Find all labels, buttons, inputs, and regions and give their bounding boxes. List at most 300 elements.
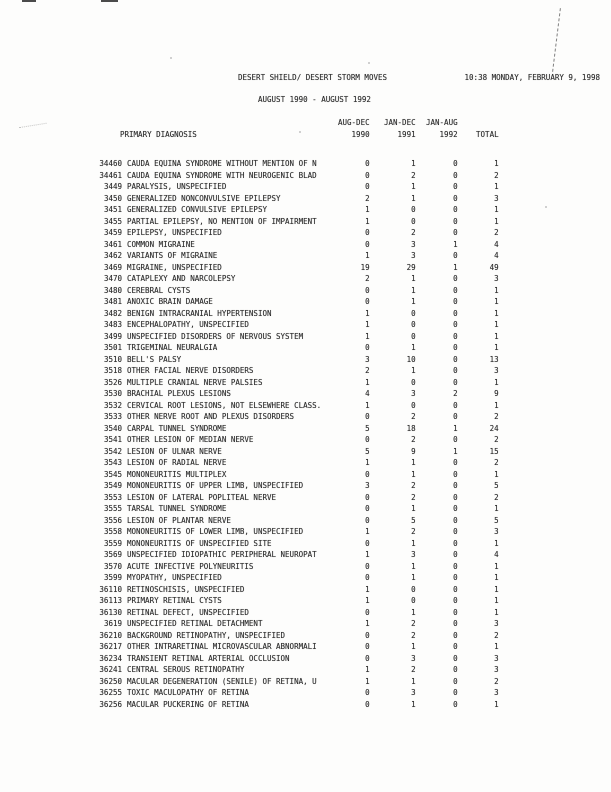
count-1991: 1 [411, 538, 416, 548]
count-1990: 0 [365, 504, 370, 513]
count-1990: 0 [365, 538, 370, 548]
table-row [96, 388, 499, 400]
diagnosis-code: 3499 [103, 331, 122, 341]
count-1991: 2 [411, 170, 416, 180]
count-1992: 2 [453, 389, 458, 398]
diagnosis-name: LESION OF LATERAL POPLITEAL NERVE [127, 492, 277, 502]
count-total: 1 [494, 159, 499, 168]
table-row [96, 170, 499, 182]
count-1992: 0 [453, 527, 458, 536]
count-1992: 0 [453, 504, 458, 513]
count-1992: 0 [453, 630, 458, 640]
table-row [96, 434, 499, 446]
diagnosis-name: PRIMARY RETINAL CYSTS [127, 596, 222, 605]
count-1992: 0 [453, 688, 458, 697]
table-row [96, 630, 499, 642]
count-total: 1 [494, 308, 499, 318]
count-total: 2 [494, 458, 499, 467]
diagnosis-code: 3449 [103, 182, 122, 191]
header-row-period [96, 117, 499, 129]
count-1992: 0 [453, 331, 458, 341]
count-1990: 0 [365, 412, 370, 421]
count-total: 1 [494, 331, 499, 341]
diagnosis-name: OTHER LESION OF MEDIAN NERVE [127, 435, 254, 444]
count-total: 1 [494, 297, 499, 306]
table-row [96, 331, 499, 343]
count-1991: 1 [411, 561, 416, 571]
scan-artifact-scratch [552, 8, 561, 72]
count-total: 1 [494, 699, 499, 709]
count-1992: 0 [453, 596, 458, 605]
table-row [96, 193, 499, 205]
table-row [96, 641, 499, 653]
header-spacer-row [96, 141, 499, 158]
count-1992: 0 [453, 216, 458, 226]
diagnosis-code: 36113 [99, 596, 122, 605]
count-total: 1 [494, 561, 499, 571]
column-header-total-spacer [458, 117, 499, 129]
diagnosis-name: MACULAR PUCKERING OF RETINA [127, 699, 249, 709]
count-1992: 0 [453, 515, 458, 525]
count-1992: 0 [453, 400, 458, 410]
count-1990: 1 [365, 665, 370, 674]
diagnosis-code: 3533 [103, 412, 122, 421]
table-row [96, 469, 499, 481]
count-1991: 5 [411, 515, 416, 525]
count-total: 5 [494, 515, 499, 525]
diagnosis-name: TOXIC MACULOPATHY OF RETINA [127, 688, 249, 697]
report-date-range: AUGUST 1990 - AUGUST 1992 [258, 95, 371, 104]
count-1991: 2 [411, 228, 416, 237]
count-1992: 0 [453, 481, 458, 490]
count-1990: 19 [360, 262, 370, 272]
diagnosis-name: BACKGROUND RETINOPATHY, UNSPECIFIED [127, 630, 286, 640]
diagnosis-name: OTHER FACIAL NERVE DISORDERS [127, 366, 254, 375]
count-1992: 0 [453, 607, 458, 617]
diagnosis-name: MACULAR DEGENERATION (SENILE) OF RETINA, U [127, 676, 317, 686]
column-header-1992: 1992 [439, 130, 458, 139]
diagnosis-name: MONONEURITIS OF LOWER LIMB, UNSPECIFIED [127, 527, 304, 536]
diagnosis-name: EPILEPSY, UNSPECIFIED [127, 228, 222, 237]
diagnosis-code: 36256 [99, 699, 122, 709]
count-1990: 2 [365, 366, 370, 375]
count-1991: 3 [411, 688, 416, 697]
count-1991: 1 [411, 274, 416, 283]
diagnosis-code: 36255 [99, 688, 122, 697]
count-1990: 5 [365, 446, 370, 456]
diagnosis-code: 36250 [99, 676, 122, 686]
count-total: 1 [494, 343, 499, 352]
count-1991: 1 [411, 504, 416, 513]
count-total: 4 [494, 550, 499, 559]
count-1992: 0 [453, 699, 458, 709]
diagnosis-code: 3569 [103, 550, 122, 559]
count-1990: 1 [365, 400, 370, 410]
diagnosis-name: BRACHIAL PLEXUS LESIONS [127, 389, 231, 398]
diagnosis-code: 3482 [103, 308, 122, 318]
count-1991: 1 [411, 642, 416, 651]
table-row [96, 664, 499, 676]
count-1992: 0 [453, 308, 458, 318]
diagnosis-code: 3455 [103, 216, 122, 226]
count-1992: 0 [453, 561, 458, 571]
count-1990: 0 [365, 159, 370, 168]
diagnosis-name: RETINAL DEFECT, UNSPECIFIED [127, 607, 249, 617]
table-row [96, 492, 499, 504]
table-row [96, 676, 499, 688]
count-1992: 0 [453, 538, 458, 548]
count-total: 1 [494, 400, 499, 410]
count-1991: 1 [411, 573, 416, 582]
count-1992: 1 [453, 446, 458, 456]
count-1990: 0 [365, 239, 370, 249]
table-row [96, 204, 499, 216]
count-1992: 0 [453, 665, 458, 674]
diagnosis-name: CATAPLEXY AND NARCOLEPSY [127, 274, 236, 283]
count-total: 1 [494, 182, 499, 191]
scan-artifact-dot [170, 57, 172, 59]
table-row [96, 607, 499, 619]
count-1990: 2 [365, 274, 370, 283]
diagnosis-code: 3570 [103, 561, 122, 571]
count-total: 2 [494, 435, 499, 444]
count-1991: 0 [411, 308, 416, 318]
diagnosis-code: 36217 [99, 642, 122, 651]
diagnosis-table [96, 117, 499, 710]
table-row [96, 584, 499, 596]
count-total: 2 [494, 170, 499, 180]
diagnosis-code: 3540 [103, 423, 122, 433]
table-row [96, 538, 499, 550]
count-1991: 0 [411, 400, 416, 410]
diagnosis-name: ENCEPHALOPATHY, UNSPECIFIED [127, 320, 249, 329]
count-1990: 1 [365, 458, 370, 467]
count-1990: 1 [365, 251, 370, 260]
count-total: 3 [494, 619, 499, 628]
table-row [96, 503, 499, 515]
table-row [96, 285, 499, 297]
count-total: 1 [494, 469, 499, 479]
count-1991: 1 [411, 458, 416, 467]
table-row [96, 308, 499, 320]
count-1990: 0 [365, 515, 370, 525]
diagnosis-name: CAUDA EQUINA SYNDROME WITH NEUROGENIC BLAD [127, 170, 317, 180]
table-row [96, 699, 499, 711]
count-1990: 0 [365, 699, 370, 709]
count-total: 5 [494, 481, 499, 490]
diagnosis-name: TRANSIENT RETINAL ARTERIAL OCCLUSION [127, 653, 290, 663]
table-row [96, 227, 499, 239]
table-row [96, 618, 499, 630]
diagnosis-name: UNSPECIFIED IDIOPATHIC PERIPHERAL NEUROPAT [127, 550, 317, 559]
count-1992: 1 [453, 423, 458, 433]
count-1990: 3 [365, 354, 370, 364]
diagnosis-code: 3459 [103, 228, 122, 237]
diagnosis-code: 3501 [103, 343, 122, 352]
count-1992: 0 [453, 228, 458, 237]
table-row [96, 181, 499, 193]
count-1992: 0 [453, 343, 458, 352]
count-total: 1 [494, 285, 499, 295]
count-1991: 1 [411, 343, 416, 352]
count-total: 1 [494, 320, 499, 329]
count-1991: 1 [411, 699, 416, 709]
diagnosis-code: 3483 [103, 320, 122, 329]
diagnosis-code: 3462 [103, 251, 122, 260]
diagnosis-code: 36234 [99, 653, 122, 663]
count-1990: 0 [365, 607, 370, 617]
count-1991: 3 [411, 239, 416, 249]
diagnosis-code: 34461 [99, 170, 122, 180]
count-1990: 0 [365, 688, 370, 697]
diagnosis-code: 3451 [103, 205, 122, 214]
diagnosis-code: 3530 [103, 389, 122, 398]
diagnosis-name: TARSAL TUNNEL SYNDROME [127, 504, 227, 513]
diagnosis-name: MONONEURITIS OF UNSPECIFIED SITE [127, 538, 272, 548]
table-row [96, 561, 499, 573]
table-row [96, 354, 499, 366]
column-header-aug-dec: AUG-DEC [338, 118, 370, 127]
count-1992: 0 [453, 297, 458, 306]
count-1990: 0 [365, 435, 370, 444]
count-total: 2 [494, 676, 499, 686]
table-row [96, 515, 499, 527]
diagnosis-code: 3558 [103, 527, 122, 536]
count-1991: 3 [411, 653, 416, 663]
scan-artifact-dot [368, 62, 370, 64]
count-1991: 0 [411, 596, 416, 605]
table-row [96, 262, 499, 274]
count-total: 4 [494, 239, 499, 249]
count-1991: 0 [411, 377, 416, 387]
count-1992: 0 [453, 354, 458, 364]
count-1990: 2 [365, 193, 370, 203]
count-1992: 1 [453, 262, 458, 272]
count-1991: 2 [411, 435, 416, 444]
count-1990: 1 [365, 619, 370, 628]
count-1992: 0 [453, 251, 458, 260]
count-total: 13 [489, 354, 499, 364]
count-1991: 2 [411, 492, 416, 502]
diagnosis-code: 3461 [103, 239, 122, 249]
diagnosis-name: CENTRAL SEROUS RETINOPATHY [127, 665, 245, 674]
count-1991: 1 [411, 676, 416, 686]
count-1990: 1 [365, 331, 370, 341]
diagnosis-name: PARTIAL EPILEPSY, NO MENTION OF IMPAIRMENT [127, 216, 317, 226]
diagnosis-code: 3559 [103, 538, 122, 548]
table-row [96, 296, 499, 308]
diagnosis-code: 36241 [99, 665, 122, 674]
count-1990: 5 [365, 423, 370, 433]
diagnosis-code: 3545 [103, 469, 122, 479]
diagnosis-code: 3599 [103, 573, 122, 582]
count-1992: 0 [453, 573, 458, 582]
count-1992: 0 [453, 366, 458, 375]
table-row [96, 653, 499, 665]
count-1990: 1 [365, 216, 370, 226]
table-row [96, 446, 499, 458]
count-1992: 0 [453, 458, 458, 467]
count-1991: 29 [406, 262, 416, 272]
diagnosis-code: 3556 [103, 515, 122, 525]
diagnosis-name: CERVICAL ROOT LESIONS, NOT ELSEWHERE CLASS. [127, 400, 322, 410]
count-1992: 0 [453, 653, 458, 663]
table-row [96, 480, 499, 492]
scan-artifact-top-dash-1 [22, 0, 36, 2]
count-1990: 1 [365, 205, 370, 214]
count-1991: 1 [411, 159, 416, 168]
count-1991: 0 [411, 216, 416, 226]
diagnosis-code: 3541 [103, 435, 122, 444]
diagnosis-name: ANOXIC BRAIN DAMAGE [127, 297, 213, 306]
count-1992: 0 [453, 619, 458, 628]
diagnosis-name: MYOPATHY, UNSPECIFIED [127, 573, 222, 582]
count-total: 3 [494, 527, 499, 536]
table-row [96, 273, 499, 285]
diagnosis-name: COMMON MIGRAINE [127, 239, 195, 249]
diagnosis-code: 3450 [103, 193, 122, 203]
diagnosis-table-header [96, 117, 499, 158]
count-total: 3 [494, 688, 499, 697]
count-1992: 1 [453, 239, 458, 249]
count-total: 1 [494, 216, 499, 226]
count-1992: 0 [453, 193, 458, 203]
diagnosis-code: 3542 [103, 446, 122, 456]
table-row [96, 342, 499, 354]
count-total: 1 [494, 596, 499, 605]
table-row [96, 526, 499, 538]
column-header-jan-aug: JAN-AUG [426, 118, 458, 127]
diagnosis-name: PARALYSIS, UNSPECIFIED [127, 182, 227, 191]
diagnosis-code: 3510 [103, 354, 122, 364]
table-row [96, 687, 499, 699]
count-total: 3 [494, 653, 499, 663]
count-1991: 9 [411, 446, 416, 456]
count-1991: 2 [411, 619, 416, 628]
diagnosis-table-body [96, 158, 499, 710]
count-1992: 0 [453, 469, 458, 479]
count-1990: 0 [365, 630, 370, 640]
count-total: 2 [494, 630, 499, 640]
count-total: 3 [494, 366, 499, 375]
count-1990: 0 [365, 573, 370, 582]
diagnosis-code: 36110 [99, 584, 122, 594]
column-header-1991: 1991 [397, 130, 416, 139]
count-total: 24 [489, 423, 499, 433]
diagnosis-code: 3481 [103, 297, 122, 306]
diagnosis-name: MIGRAINE, UNSPECIFIED [127, 262, 222, 272]
count-1990: 3 [365, 481, 370, 490]
column-header-jan-dec: JAN-DEC [384, 118, 416, 127]
diagnosis-name: LESION OF ULNAR NERVE [127, 446, 222, 456]
diagnosis-code: 3553 [103, 492, 122, 502]
count-total: 49 [489, 262, 499, 272]
count-1991: 1 [411, 366, 416, 375]
count-1991: 0 [411, 205, 416, 214]
count-total: 2 [494, 228, 499, 237]
diagnosis-code: 3543 [103, 458, 122, 467]
count-total: 4 [494, 251, 499, 260]
count-1991: 1 [411, 297, 416, 306]
count-1990: 1 [365, 377, 370, 387]
count-total: 1 [494, 504, 499, 513]
count-total: 1 [494, 607, 499, 617]
count-1990: 1 [365, 584, 370, 594]
diagnosis-name: CARPAL TUNNEL SYNDROME [127, 423, 227, 433]
diagnosis-name: LESION OF RADIAL NERVE [127, 458, 227, 467]
table-row [96, 457, 499, 469]
table-row [96, 549, 499, 561]
table-row [96, 572, 499, 584]
count-1992: 0 [453, 492, 458, 502]
count-1992: 0 [453, 377, 458, 387]
diagnosis-name: OTHER NERVE ROOT AND PLEXUS DISORDERS [127, 412, 295, 421]
count-1991: 10 [406, 354, 416, 364]
count-1992: 0 [453, 274, 458, 283]
diagnosis-name: BENIGN INTRACRANIAL HYPERTENSION [127, 308, 272, 318]
count-1990: 0 [365, 343, 370, 352]
diagnosis-name: UNSPECIFIED RETINAL DETACHMENT [127, 619, 263, 628]
diagnosis-name: CEREBRAL CYSTS [127, 285, 191, 295]
diagnosis-name: RETINOSCHISIS, UNSPECIFIED [127, 584, 245, 594]
count-1991: 2 [411, 665, 416, 674]
diagnosis-name: MONONEURITIS OF UPPER LIMB, UNSPECIFIED [127, 481, 304, 490]
count-1991: 1 [411, 469, 416, 479]
scan-artifact-top-dash-2 [101, 0, 118, 2]
count-1991: 1 [411, 182, 416, 191]
report-title: DESERT SHIELD/ DESERT STORM MOVES [238, 73, 388, 82]
count-total: 1 [494, 642, 499, 651]
count-1990: 0 [365, 492, 370, 502]
diagnosis-code: 3555 [103, 504, 122, 513]
count-total: 15 [489, 446, 499, 456]
count-1991: 3 [411, 550, 416, 559]
count-1992: 0 [453, 285, 458, 295]
count-1991: 2 [411, 527, 416, 536]
count-1991: 2 [411, 630, 416, 640]
count-1990: 1 [365, 550, 370, 559]
count-1990: 0 [365, 297, 370, 306]
count-1990: 0 [365, 469, 370, 479]
table-row [96, 319, 499, 331]
diagnosis-name: ACUTE INFECTIVE POLYNEURITIS [127, 561, 254, 571]
diagnosis-code: 3480 [103, 285, 122, 295]
count-1990: 1 [365, 308, 370, 318]
count-1992: 0 [453, 435, 458, 444]
count-1992: 0 [453, 584, 458, 594]
column-header-primary-diagnosis: PRIMARY DIAGNOSIS [120, 130, 197, 139]
diagnosis-code: 3470 [103, 274, 122, 283]
count-1992: 0 [453, 170, 458, 180]
count-1991: 3 [411, 389, 416, 398]
diagnosis-name: TRIGEMINAL NEURALGIA [127, 343, 218, 352]
count-1990: 4 [365, 389, 370, 398]
diagnosis-name: GENERALIZED CONVULSIVE EPILEPSY [127, 205, 267, 214]
diagnosis-name: BELL'S PALSY [127, 354, 182, 364]
count-1990: 0 [365, 182, 370, 191]
table-row [96, 239, 499, 251]
count-1990: 1 [365, 320, 370, 329]
count-1992: 0 [453, 412, 458, 421]
count-total: 3 [494, 193, 499, 203]
report-timestamp: 10:38 MONDAY, FEBRUARY 9, 1998 [464, 73, 600, 82]
count-1990: 1 [365, 527, 370, 536]
count-1990: 0 [365, 653, 370, 663]
diagnosis-name: VARIANTS OF MIGRAINE [127, 251, 218, 260]
count-1990: 1 [365, 596, 370, 605]
count-1991: 1 [411, 607, 416, 617]
table-row [96, 216, 499, 228]
